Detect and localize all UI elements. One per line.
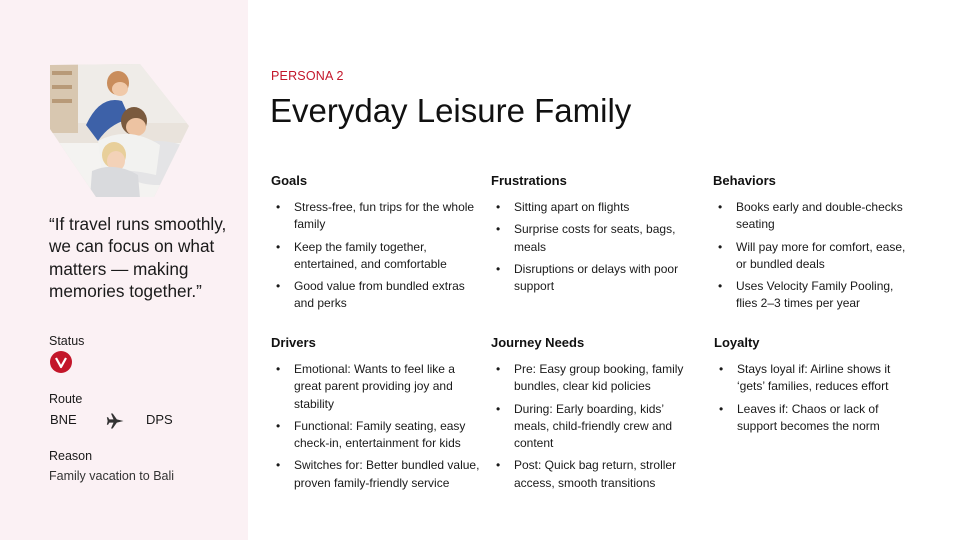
journey-needs-item: • Pre: Easy group booking, family bundles, clear kid policies [491, 361, 701, 396]
journey-needs-heading: Journey Needs [491, 335, 585, 350]
route-origin: BNE [50, 412, 77, 427]
family-photo [48, 63, 190, 198]
family-photo-image [48, 63, 190, 198]
journey-needs-section [491, 335, 701, 497]
drivers-section [271, 335, 481, 497]
goals-section [271, 173, 481, 318]
reason-value: Family vacation to Bali [49, 469, 175, 483]
goals-heading: Goals [271, 173, 308, 188]
loyalty-item: • Leaves if: Chaos or lack of support becomes the norm [714, 401, 914, 436]
loyalty-section [714, 335, 914, 440]
drivers-item: • Functional: Family seating, easy check-in, entertainment for kids [271, 418, 481, 453]
airplane-icon [106, 411, 126, 431]
journey-needs-item: • Post: Quick bag return, stroller access, smooth transitions [491, 457, 701, 492]
behaviors-heading: Behaviors [713, 173, 776, 188]
goals-item: • Keep the family together, entertained, and comfortable [271, 239, 481, 274]
persona-quote: “If travel runs smoothly, we can focus on what matters — making memories together.” [49, 214, 227, 301]
route-destination: DPS [146, 412, 173, 427]
behaviors-section [713, 173, 918, 318]
loyalty-heading: Loyalty [714, 335, 760, 350]
frustrations-section [491, 173, 701, 300]
loyalty-item: • Stays loyal if: Airline shows it ‘gets’ families, reduces effort [714, 361, 914, 396]
goals-item: • Stress-free, fun trips for the whole family [271, 199, 481, 234]
reason-label: Reason [49, 449, 93, 463]
behaviors-item: • Will pay more for comfort, ease, or bundled deals [713, 239, 918, 274]
behaviors-item: • Books early and double-checks seating [713, 199, 918, 234]
route-label: Route [49, 392, 83, 406]
persona-title: Everyday Leisure Family [270, 92, 632, 129]
velocity-v-icon [53, 354, 69, 370]
frustrations-item: • Disruptions or delays with poor support [491, 261, 701, 296]
behaviors-item: • Uses Velocity Family Pooling, flies 2–3 times per year [713, 278, 918, 313]
journey-needs-item: • During: Early boarding, kids’ meals, child-friendly crew and content [491, 401, 701, 453]
persona-sidebar [0, 0, 248, 540]
velocity-status-icon [50, 351, 72, 373]
frustrations-item: • Sitting apart on flights [491, 199, 701, 216]
drivers-item: • Switches for: Better bundled value, proven family-friendly service [271, 457, 481, 492]
drivers-heading: Drivers [271, 335, 316, 350]
persona-number: PERSONA 2 [271, 69, 344, 83]
route [50, 412, 180, 430]
status-label: Status [49, 334, 85, 348]
goals-item: • Good value from bundled extras and perks [271, 278, 481, 313]
drivers-item: • Emotional: Wants to feel like a great parent providing joy and stability [271, 361, 481, 413]
frustrations-heading: Frustrations [491, 173, 567, 188]
frustrations-item: • Surprise costs for seats, bags, meals [491, 221, 701, 256]
